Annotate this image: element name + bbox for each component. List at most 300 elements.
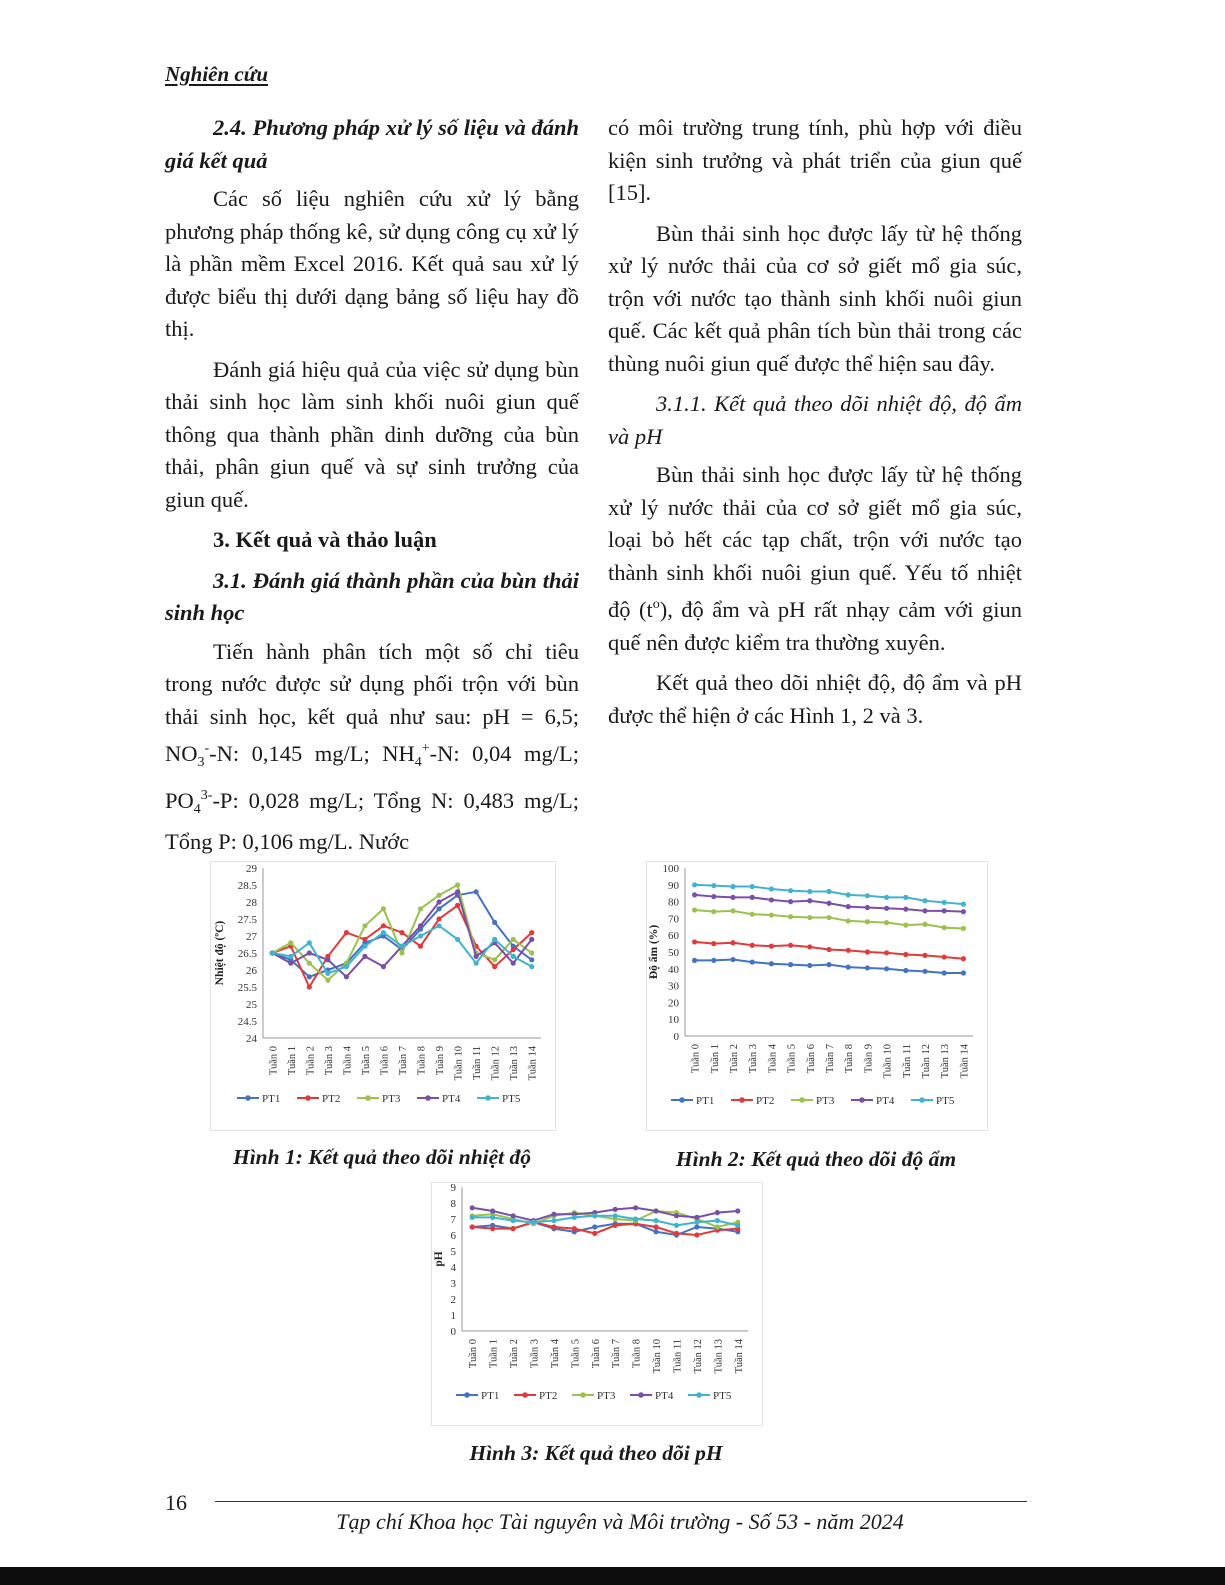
data-point-pt5 — [455, 937, 460, 942]
x-tick-label: Tuần 0 — [268, 1046, 280, 1076]
legend-marker — [580, 1392, 586, 1398]
data-point-pt5 — [613, 1213, 618, 1218]
data-point-pt5 — [884, 895, 889, 900]
data-point-pt4 — [922, 908, 927, 913]
data-point-pt1 — [653, 1229, 658, 1234]
figure-1-caption: Hình 1: Kết quả theo dõi nhiệt độ — [232, 1145, 532, 1169]
legend-marker — [485, 1095, 491, 1101]
y-tick-label: 50 — [668, 947, 679, 959]
data-point-pt1 — [711, 958, 716, 963]
data-point-pt2 — [613, 1223, 618, 1228]
y-axis-label: Nhiệt độ (ºC) — [214, 920, 226, 986]
data-point-pt3 — [529, 950, 534, 955]
data-point-pt4 — [511, 961, 516, 966]
data-point-pt5 — [903, 895, 908, 900]
x-tick-label: Tuần 0 — [468, 1339, 480, 1369]
data-point-pt5 — [511, 954, 516, 959]
legend-label: PT3 — [382, 1093, 401, 1105]
x-tick-label: Tuần 14 — [733, 1339, 745, 1374]
paragraph: Đánh giá hiệu quả của việc sử dụng bùn thải sinh học làm sinh khối nuôi giun quế thông qua thành phần dinh dưỡng của bùn thải, phân giun quế và sự sinh trưởng của giun quế. — [165, 356, 579, 512]
data-point-pt2 — [511, 947, 516, 952]
data-point-pt1 — [865, 965, 870, 970]
data-point-pt4 — [735, 1208, 740, 1213]
data-point-pt4 — [846, 904, 851, 909]
x-tick-label: Tuần 11 — [672, 1339, 684, 1373]
data-point-pt1 — [942, 970, 947, 975]
data-point-pt5 — [826, 889, 831, 894]
data-point-pt2 — [769, 944, 774, 949]
legend-label: PT5 — [502, 1093, 521, 1105]
data-point-pt5 — [961, 902, 966, 907]
data-point-pt5 — [436, 923, 441, 928]
data-point-pt3 — [922, 922, 927, 927]
paragraph: Các số liệu nghiên cứu xử lý bằng phương pháp thống kê, sử dụng công cụ xử lý là phần mềm Excel 2016. Kết quả sau xử lý được biểu thị dưới dạng bảng số liệu hay đồ thị. — [165, 186, 579, 341]
data-point-pt1 — [307, 974, 312, 979]
data-point-pt1 — [769, 961, 774, 966]
data-point-pt4 — [674, 1213, 679, 1218]
data-point-pt5 — [492, 937, 497, 942]
legend-label: PT2 — [322, 1093, 341, 1105]
data-point-pt1 — [903, 968, 908, 973]
x-tick-label: Tuần 0 — [690, 1044, 702, 1074]
data-point-pt4 — [474, 954, 479, 959]
left-column — [165, 112, 579, 867]
paragraph: Bùn thải sinh học được lấy từ hệ thống xử lý nước thải của cơ sở giết mổ gia súc, loại bỏ hết các tạp chất, trộn với nước tạo thành sinh khối nuôi giun quế. Yếu tố nhiệt độ $(t^o)$, độ ẩm và pH rất nhạy cảm với giun quế nên được kiểm tra thường xuyên. — [608, 462, 1022, 655]
x-tick-label: Tuần 8 — [844, 1044, 856, 1074]
legend-marker — [245, 1095, 251, 1101]
x-tick-label: Tuần 6 — [590, 1339, 602, 1369]
data-point-pt2 — [903, 952, 908, 957]
figure-2-caption: Hình 2: Kết quả theo dõi độ ẩm — [675, 1147, 957, 1171]
legend-label: PT4 — [442, 1093, 461, 1105]
x-tick-label: Tuần 5 — [570, 1339, 582, 1369]
legend-marker — [522, 1392, 528, 1398]
data-point-pt3 — [455, 882, 460, 887]
data-point-pt3 — [942, 925, 947, 930]
data-point-pt3 — [511, 937, 516, 942]
data-point-pt5 — [381, 930, 386, 935]
data-point-pt1 — [692, 958, 697, 963]
data-point-pt5 — [653, 1218, 658, 1223]
y-tick-label: 100 — [662, 863, 679, 875]
paragraph: Bùn thải sinh học được lấy từ hệ thống xử lý nước thải của cơ sở giết mổ gia súc, trộn với nước tạo thành sinh khối nuôi giun quế. Các kết quả phân tích bùn thải trong các thùng nuôi giun quế được thể hiện sau đây. — [608, 220, 1022, 376]
data-point-pt5 — [711, 883, 716, 888]
y-tick-label: 60 — [668, 930, 679, 943]
y-tick-label: 25 — [246, 999, 257, 1011]
data-point-pt2 — [694, 1232, 699, 1237]
data-point-pt5 — [694, 1220, 699, 1225]
section-header: Nghiên cứu — [165, 62, 269, 86]
data-point-pt4 — [769, 897, 774, 902]
chart-svg — [211, 862, 555, 1130]
legend-label: PT2 — [756, 1095, 775, 1107]
data-point-pt2 — [436, 916, 441, 921]
data-point-pt5 — [865, 893, 870, 898]
x-tick-label: Tuần 3 — [529, 1339, 541, 1369]
data-point-pt5 — [325, 971, 330, 976]
chart-svg — [432, 1183, 762, 1425]
y-tick-label: 90 — [668, 879, 679, 892]
data-point-pt2 — [730, 940, 735, 945]
data-point-pt5 — [674, 1223, 679, 1228]
data-point-pt2 — [711, 941, 716, 946]
x-tick-label: Tuần 4 — [767, 1044, 779, 1074]
x-tick-label: Tuần 10 — [652, 1339, 664, 1374]
x-tick-label: Tuần 10 — [882, 1044, 894, 1079]
y-tick-label: 27 — [246, 931, 257, 943]
data-point-pt2 — [490, 1226, 495, 1231]
legend-label: PT4 — [655, 1390, 674, 1402]
figure-3-caption: Hình 3: Kết quả theo dõi pH — [469, 1441, 723, 1465]
data-point-pt4 — [942, 908, 947, 913]
y-tick-label: 0 — [450, 1326, 456, 1338]
x-tick-label: Tuần 1 — [286, 1046, 298, 1076]
data-point-pt5 — [399, 944, 404, 949]
x-tick-label: Tuần 12 — [921, 1044, 932, 1079]
x-tick-label: Tuần 5 — [360, 1046, 372, 1076]
data-point-pt3 — [492, 957, 497, 962]
data-point-pt3 — [715, 1224, 720, 1229]
data-point-pt3 — [826, 915, 831, 920]
data-point-pt1 — [807, 963, 812, 968]
data-point-pt3 — [903, 923, 908, 928]
legend-marker — [305, 1095, 311, 1101]
data-point-pt1 — [961, 970, 966, 975]
data-point-pt5 — [529, 964, 534, 969]
data-point-pt4 — [418, 923, 423, 928]
data-point-pt3 — [807, 915, 812, 920]
data-point-pt2 — [344, 930, 349, 935]
data-point-pt4 — [961, 909, 966, 914]
x-tick-label: Tuần 3 — [323, 1046, 335, 1076]
legend-label: PT1 — [481, 1390, 500, 1402]
data-point-pt2 — [692, 939, 697, 944]
data-point-pt1 — [694, 1224, 699, 1229]
y-tick-label: 26.5 — [237, 948, 257, 960]
y-tick-label: 6 — [450, 1230, 456, 1242]
figure-2-humidity-chart — [646, 861, 988, 1131]
data-point-pt5 — [362, 944, 367, 949]
heading-3: 3. Kết quả và thảo luận — [213, 527, 437, 552]
data-point-pt4 — [613, 1207, 618, 1212]
y-tick-label: 2 — [450, 1294, 456, 1306]
data-point-pt5 — [735, 1223, 740, 1228]
data-point-pt2 — [942, 954, 947, 959]
data-point-pt4 — [788, 899, 793, 904]
data-point-pt5 — [592, 1213, 597, 1218]
data-point-pt2 — [807, 944, 812, 949]
y-axis-label: Độ ẩm (%) — [648, 924, 660, 980]
right-column — [608, 112, 1022, 740]
data-point-pt2 — [674, 1231, 679, 1236]
paragraph: Kết quả theo dõi nhiệt độ, độ ẩm và pH được thể hiện ở các Hình 1, 2 và 3. — [608, 670, 1022, 728]
data-point-pt4 — [711, 894, 716, 899]
data-point-pt2 — [455, 903, 460, 908]
data-point-pt4 — [903, 907, 908, 912]
x-tick-label: Tuần 14 — [527, 1046, 539, 1081]
journal-footer: Tạp chí Khoa học Tài nguyên và Môi trường - Số 53 - năm 2024 — [336, 1509, 904, 1534]
y-tick-label: 80 — [668, 896, 679, 909]
data-point-pt1 — [436, 906, 441, 911]
data-point-pt3 — [961, 926, 966, 931]
data-point-pt1 — [529, 957, 534, 962]
legend-label: PT4 — [876, 1095, 895, 1107]
y-tick-label: 27.5 — [237, 914, 257, 926]
y-tick-label: 1 — [450, 1310, 456, 1322]
data-point-pt4 — [694, 1215, 699, 1220]
paragraph-water-analysis: Tiến hành phân tích một số chỉ tiêu trong nước được sử dụng phối trộn với bùn thải sinh học, kết quả như sau: pH = 6,5; $NO_3^--N$: 0,145 mg/L; $NH_4^+-N$: 0,04 mg/L; $PO_4^{3-}-P$: 0,028 mg/L; Tổng N: 0,483 mg/L; Tổng P: 0,106 mg/L. Nước — [165, 638, 579, 854]
x-tick-label: Tuần 3 — [748, 1044, 760, 1074]
x-tick-label: Tuần 6 — [379, 1046, 391, 1076]
footer-rule — [215, 1501, 1027, 1502]
data-point-pt4 — [436, 899, 441, 904]
data-point-pt4 — [529, 937, 534, 942]
page-number: 16 — [165, 1490, 187, 1515]
heading-2-4: 2.4. Phương pháp xử lý số liệu và đánh giá kết quả — [165, 115, 579, 173]
legend-label: PT1 — [262, 1093, 281, 1105]
data-point-pt2 — [381, 923, 386, 928]
y-tick-label: 20 — [668, 997, 679, 1010]
data-point-pt5 — [470, 1215, 475, 1220]
y-tick-label: 70 — [668, 913, 679, 926]
data-point-pt3 — [288, 940, 293, 945]
data-point-pt5 — [418, 933, 423, 938]
data-point-pt1 — [592, 1224, 597, 1229]
y-tick-label: 4 — [450, 1262, 456, 1274]
data-point-pt3 — [362, 923, 367, 928]
data-point-pt1 — [730, 957, 735, 962]
y-tick-label: 29 — [246, 863, 257, 875]
x-tick-label: Tuần 9 — [435, 1046, 447, 1076]
data-point-pt3 — [750, 912, 755, 917]
legend-label: PT5 — [936, 1095, 955, 1107]
data-point-pt2 — [961, 956, 966, 961]
legend-marker — [425, 1095, 431, 1101]
data-point-pt5 — [715, 1218, 720, 1223]
data-point-pt5 — [750, 884, 755, 889]
x-tick-label: Tuần 11 — [472, 1046, 484, 1080]
legend-label: PT2 — [539, 1390, 558, 1402]
data-point-pt2 — [592, 1231, 597, 1236]
x-tick-label: Tuần 8 — [416, 1046, 428, 1076]
legend-marker — [696, 1392, 702, 1398]
data-point-pt3 — [436, 893, 441, 898]
x-tick-label: Tuần 2 — [509, 1339, 521, 1369]
data-point-pt5 — [730, 884, 735, 889]
legend-label: PT5 — [713, 1390, 732, 1402]
data-point-pt4 — [510, 1213, 515, 1218]
data-point-pt3 — [788, 914, 793, 919]
heading-3-1: 3.1. Đánh giá thành phần của bùn thải sinh học — [165, 567, 579, 625]
data-point-pt3 — [381, 906, 386, 911]
data-point-pt5 — [490, 1215, 495, 1220]
data-point-pt1 — [922, 969, 927, 974]
y-tick-label: 28.5 — [237, 880, 257, 892]
data-point-pt5 — [551, 1218, 556, 1223]
data-point-pt5 — [572, 1215, 577, 1220]
data-point-pt2 — [418, 944, 423, 949]
data-point-pt5 — [807, 889, 812, 894]
x-tick-label: Tuần 10 — [453, 1046, 465, 1081]
legend-label: PT3 — [597, 1390, 616, 1402]
data-point-pt2 — [362, 937, 367, 942]
data-point-pt4 — [551, 1212, 556, 1217]
y-tick-label: 40 — [668, 963, 679, 976]
data-point-pt4 — [325, 957, 330, 962]
x-tick-label: Tuần 6 — [805, 1044, 817, 1074]
y-tick-label: 0 — [673, 1031, 679, 1043]
data-point-pt2 — [826, 947, 831, 952]
data-point-pt5 — [510, 1218, 515, 1223]
y-tick-label: 24 — [246, 1033, 257, 1045]
data-point-pt4 — [633, 1205, 638, 1210]
data-point-pt4 — [344, 974, 349, 979]
data-point-pt1 — [884, 966, 889, 971]
data-point-pt4 — [884, 906, 889, 911]
x-tick-label: Tuần 12 — [490, 1046, 502, 1081]
data-point-pt5 — [474, 961, 479, 966]
data-point-pt4 — [692, 892, 697, 897]
data-point-pt2 — [529, 930, 534, 935]
data-point-pt3 — [865, 919, 870, 924]
y-tick-label: 28 — [246, 897, 257, 909]
y-axis-label: pH — [433, 1251, 445, 1267]
data-point-pt2 — [470, 1224, 475, 1229]
x-tick-label: Tuần 8 — [631, 1339, 643, 1369]
legend-marker — [365, 1095, 371, 1101]
legend-marker — [638, 1392, 644, 1398]
y-tick-label: 24.5 — [237, 1016, 257, 1028]
data-point-pt1 — [492, 920, 497, 925]
x-tick-label: Tuần 9 — [863, 1044, 875, 1074]
y-tick-label: 25.5 — [237, 982, 257, 994]
data-point-pt2 — [510, 1226, 515, 1231]
legend-label: PT1 — [696, 1095, 715, 1107]
data-point-pt1 — [846, 965, 851, 970]
data-point-pt4 — [288, 961, 293, 966]
x-tick-label: Tuần 4 — [549, 1339, 561, 1369]
y-tick-label: 10 — [668, 1014, 679, 1027]
y-tick-label: 30 — [668, 980, 679, 993]
paragraph: có môi trường trung tính, phù hợp với điều kiện sinh trưởng và phát triển của giun quế [15]. — [608, 115, 1022, 205]
legend-label: PT3 — [816, 1095, 835, 1107]
scan-edge-bar — [0, 1567, 1225, 1585]
x-tick-label: Tuần 11 — [901, 1044, 913, 1078]
data-point-pt3 — [730, 908, 735, 913]
x-tick-label: Tuần 1 — [488, 1339, 500, 1369]
data-point-pt2 — [922, 953, 927, 958]
data-point-pt5 — [531, 1220, 536, 1225]
x-tick-label: Tuần 14 — [959, 1044, 971, 1079]
data-point-pt4 — [750, 895, 755, 900]
legend-marker — [464, 1392, 470, 1398]
data-point-pt3 — [769, 912, 774, 917]
data-point-pt5 — [692, 882, 697, 887]
data-point-pt4 — [307, 950, 312, 955]
data-point-pt4 — [490, 1208, 495, 1213]
x-tick-label: Tuần 2 — [729, 1044, 740, 1074]
x-tick-label: Tuần 2 — [305, 1046, 317, 1076]
y-tick-label: 26 — [246, 965, 257, 977]
data-point-pt3 — [692, 907, 697, 912]
y-tick-label: 3 — [450, 1278, 456, 1290]
data-point-pt4 — [653, 1208, 658, 1213]
y-tick-label: 7 — [450, 1214, 456, 1226]
x-tick-label: Tuần 7 — [825, 1044, 836, 1074]
data-point-pt4 — [455, 889, 460, 894]
data-point-pt4 — [730, 895, 735, 900]
x-tick-label: Tuần 1 — [709, 1044, 721, 1074]
heading-3-1-1: 3.1.1. Kết quả theo dõi nhiệt độ, độ ẩm và pH — [608, 391, 1022, 449]
data-point-pt2 — [750, 943, 755, 948]
data-point-pt2 — [653, 1224, 658, 1229]
data-point-pt2 — [551, 1224, 556, 1229]
x-tick-label: Tuần 7 — [611, 1339, 623, 1369]
figure-3-ph-chart — [431, 1182, 763, 1426]
x-tick-label: Tuần 7 — [398, 1046, 409, 1076]
data-point-pt1 — [750, 959, 755, 964]
data-point-pt3 — [884, 920, 889, 925]
figure-1-temperature-chart — [210, 861, 556, 1131]
legend-marker — [679, 1097, 685, 1103]
data-point-pt5 — [270, 950, 275, 955]
data-point-pt2 — [399, 930, 404, 935]
x-tick-label: Tuần 12 — [692, 1339, 704, 1374]
y-tick-label: 8 — [450, 1198, 456, 1210]
data-point-pt5 — [344, 964, 349, 969]
data-point-pt5 — [633, 1216, 638, 1221]
data-point-pt4 — [865, 905, 870, 910]
data-point-pt2 — [492, 964, 497, 969]
data-point-pt4 — [470, 1205, 475, 1210]
data-point-pt3 — [325, 978, 330, 983]
legend-marker — [799, 1097, 805, 1103]
legend-marker — [859, 1097, 865, 1103]
data-point-pt3 — [307, 961, 312, 966]
data-point-pt2 — [865, 949, 870, 954]
legend-marker — [919, 1097, 925, 1103]
data-point-pt1 — [474, 889, 479, 894]
data-point-pt2 — [846, 948, 851, 953]
data-point-pt2 — [572, 1226, 577, 1231]
data-point-pt4 — [715, 1210, 720, 1215]
data-point-pt5 — [846, 892, 851, 897]
chart-svg — [647, 862, 987, 1130]
data-point-pt1 — [826, 962, 831, 967]
data-point-pt5 — [288, 954, 293, 959]
x-tick-label: Tuần 4 — [342, 1046, 354, 1076]
data-point-pt5 — [769, 886, 774, 891]
data-point-pt4 — [807, 898, 812, 903]
data-point-pt4 — [381, 964, 386, 969]
data-point-pt4 — [826, 901, 831, 906]
data-point-pt3 — [418, 906, 423, 911]
y-tick-label: 9 — [450, 1183, 456, 1194]
data-point-pt5 — [922, 898, 927, 903]
data-point-pt5 — [788, 888, 793, 893]
data-point-pt2 — [884, 950, 889, 955]
y-tick-label: 5 — [450, 1246, 456, 1258]
x-tick-label: Tuần 13 — [940, 1044, 952, 1079]
x-tick-label: Tuần 13 — [713, 1339, 725, 1374]
data-point-pt1 — [788, 962, 793, 967]
x-tick-label: Tuần 5 — [786, 1044, 798, 1074]
legend-marker — [739, 1097, 745, 1103]
data-point-pt3 — [846, 918, 851, 923]
x-tick-label: Tuần 13 — [509, 1046, 521, 1081]
data-point-pt5 — [307, 940, 312, 945]
data-point-pt3 — [399, 950, 404, 955]
